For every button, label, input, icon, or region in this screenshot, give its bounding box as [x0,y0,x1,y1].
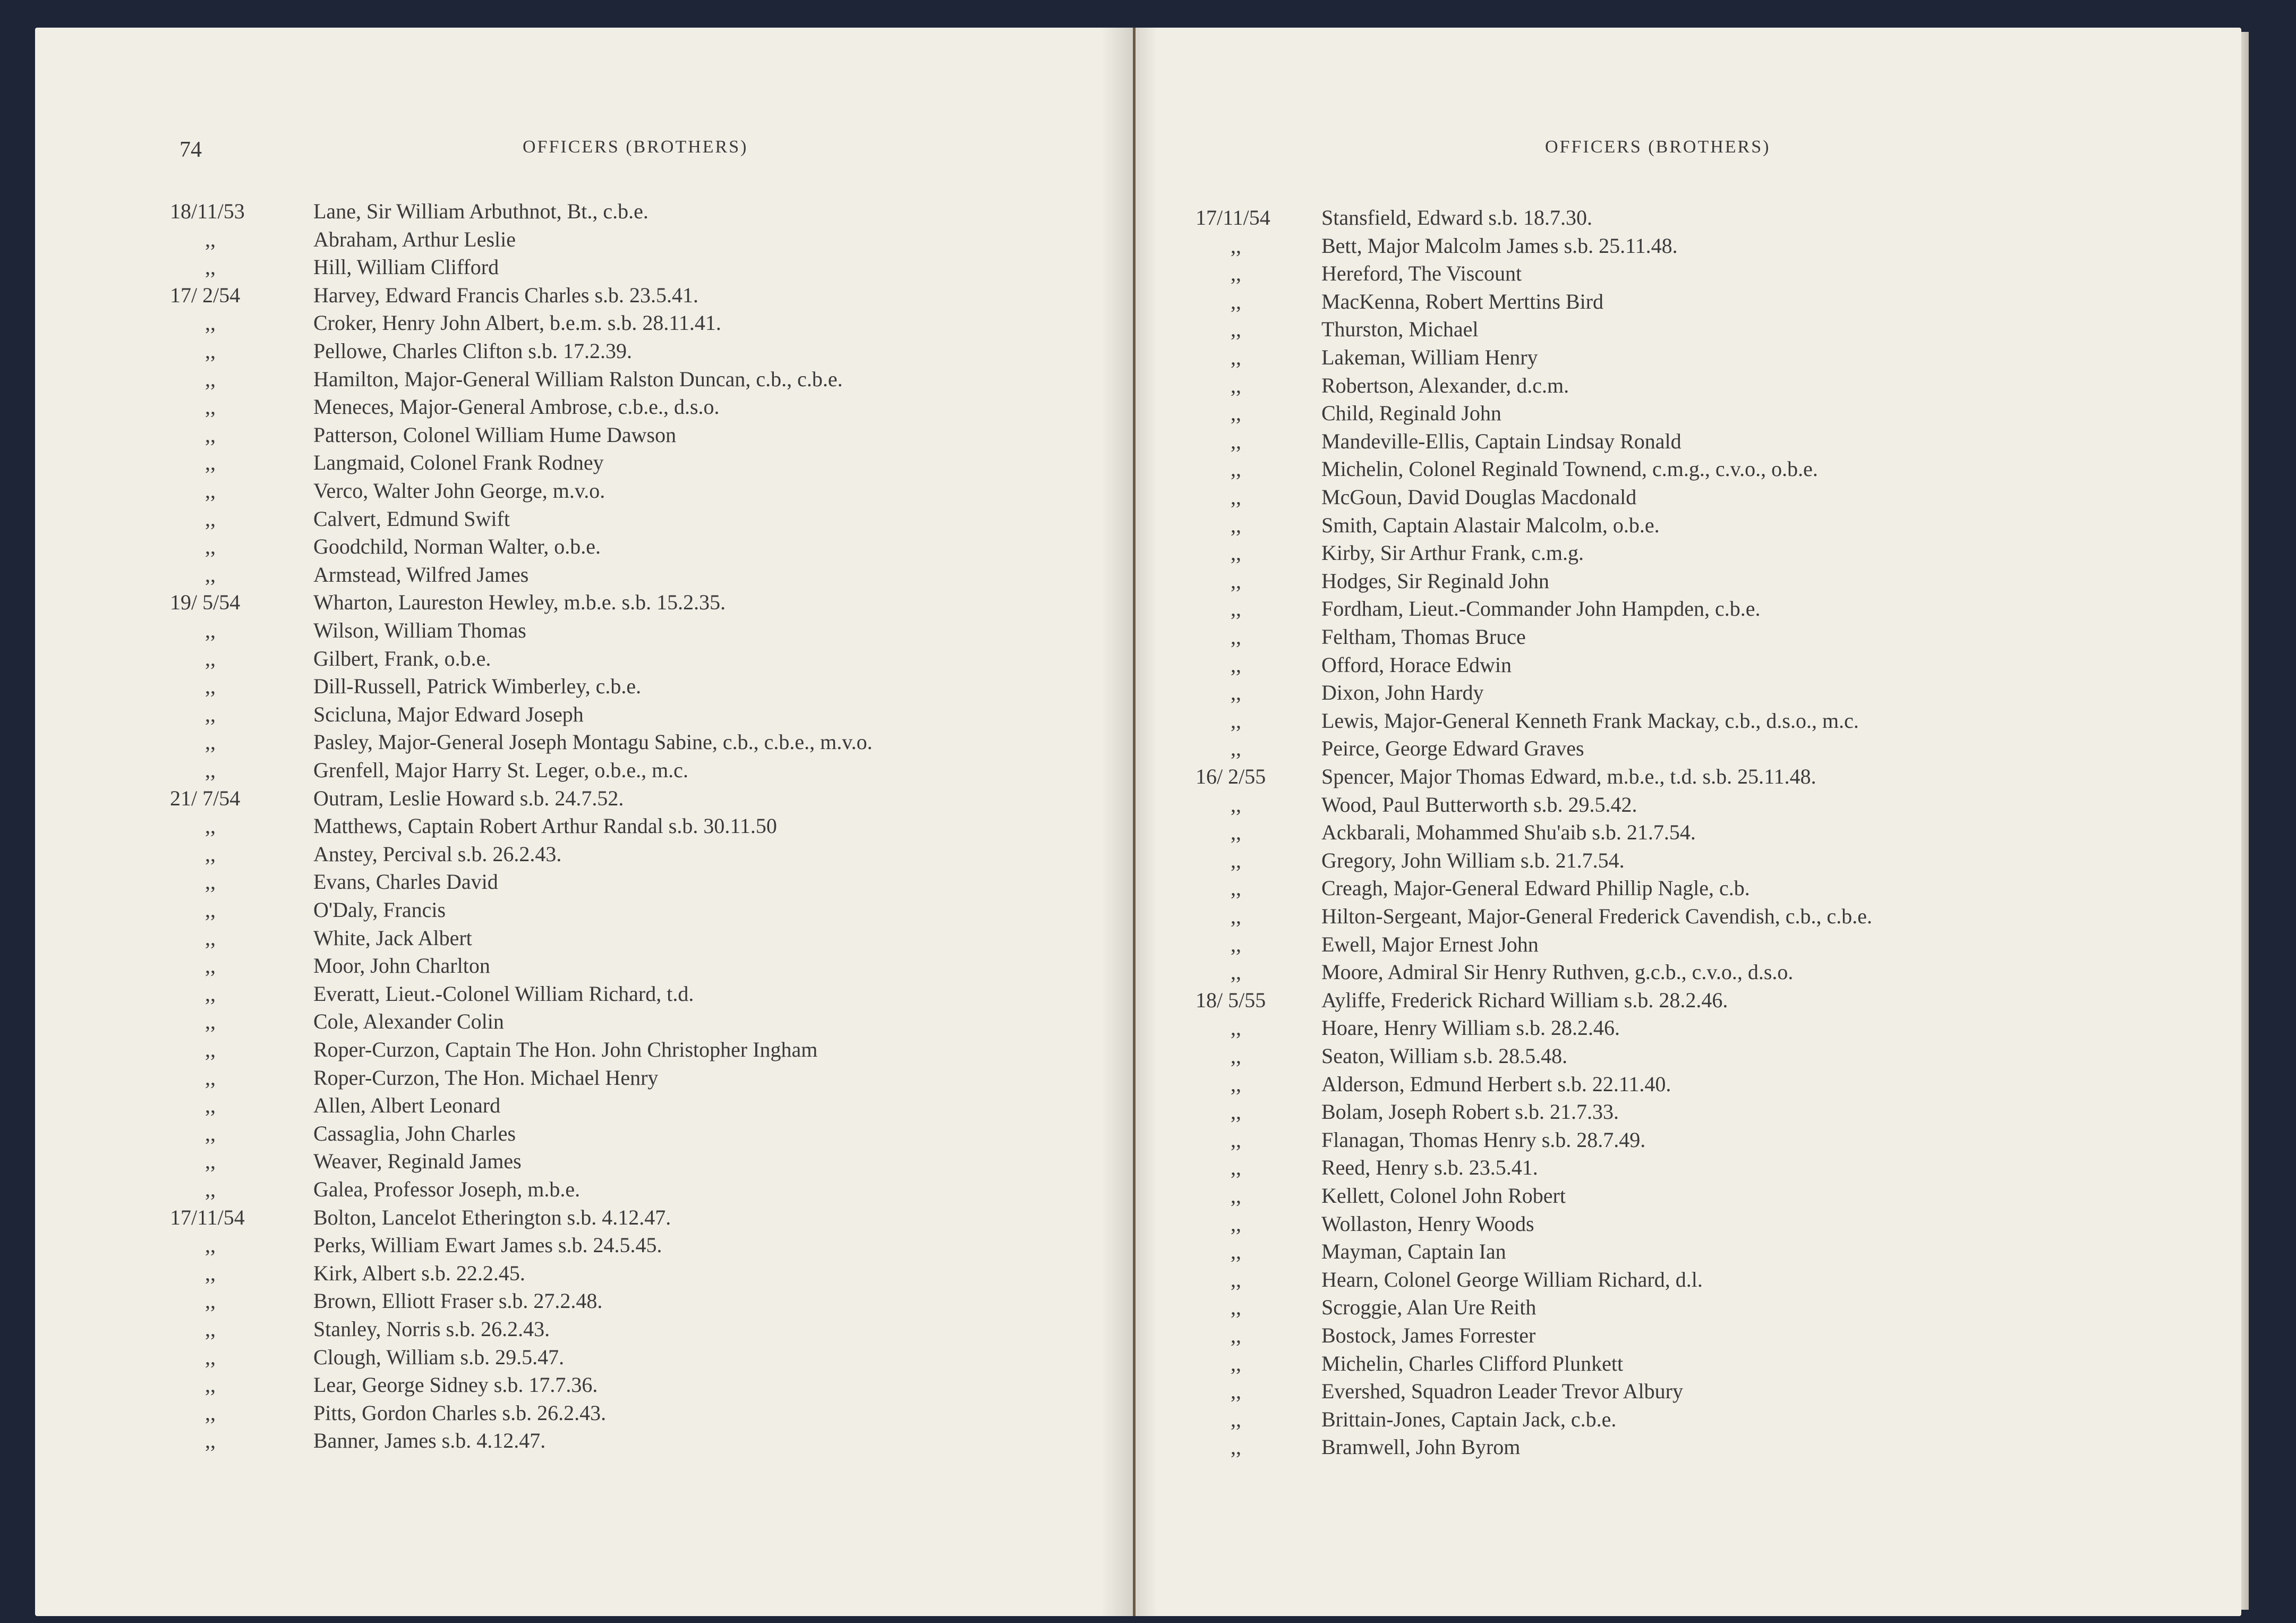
entry-date: ,, [1231,1184,1241,1208]
list-item [1136,232,2241,260]
entry-date: ,, [1231,1211,1241,1236]
list-item [35,980,1133,1008]
entry-name: Wood, Paul Butterworth s.b. 29.5.42. [1321,792,1637,817]
list-item [1136,288,2241,316]
list-item [1136,1350,2241,1378]
entry-name: Stansfield, Edward s.b. 18.7.30. [1321,206,1592,230]
entry-name: Goodchild, Norman Walter, o.b.e. [313,534,601,559]
entry-date: ,, [205,674,216,699]
entry-date: ,, [205,870,216,894]
list-item [35,393,1133,421]
list-item [1136,483,2241,511]
entry-date: ,, [1231,848,1241,872]
list-item [35,1176,1133,1203]
list-item [1136,372,2241,400]
entry-name: Feltham, Thomas Bruce [1321,625,1526,649]
entry-name: Roper-Curzon, The Hon. Michael Henry [313,1065,659,1090]
entry-date: ,, [205,1317,216,1341]
list-item [1136,1406,2241,1433]
entry-date: ,, [1231,429,1241,453]
entry-date: ,, [1231,401,1241,426]
entry-date: ,, [205,1373,216,1397]
entry-date: ,, [1231,568,1241,593]
list-item [35,198,1133,225]
entry-name: Pellowe, Charles Clifton s.b. 17.2.39. [313,339,632,363]
list-item [1136,204,2241,232]
list-item [35,1315,1133,1343]
list-item [35,309,1133,337]
list-item [1136,1294,2241,1321]
list-item [1136,1238,2241,1265]
entry-date: ,, [1231,233,1241,258]
entry-date: ,, [1231,1379,1241,1404]
entry-date: ,, [205,1429,216,1453]
list-item [35,1148,1133,1175]
entry-name: Evershed, Squadron Leader Trevor Albury [1321,1379,1683,1404]
entry-name: Lane, Sir William Arbuthnot, Bt., c.b.e. [313,199,648,223]
entry-name: Bett, Major Malcolm James s.b. 25.11.48. [1321,233,1678,258]
entry-name: Scroggie, Alan Ure Reith [1321,1295,1537,1320]
list-item [35,952,1133,980]
running-head: OFFICERS (BROTHERS) [523,137,748,157]
list-item [1136,874,2241,902]
entry-name: Lewis, Major-General Kenneth Frank Mackay, c.b., d.s.o., m.c. [1321,708,1859,733]
entry-date: ,, [1231,1295,1241,1320]
list-item [35,282,1133,309]
entry-name: Weaver, Reginald James [313,1149,522,1174]
list-item [1136,1126,2241,1154]
entry-name: Dill-Russell, Patrick Wimberley, c.b.e. [313,674,642,699]
entry-date: ,, [1231,1016,1241,1040]
entry-name: Peirce, George Edward Graves [1321,736,1584,761]
page-number: 74 [180,138,202,162]
list-item [35,1287,1133,1315]
list-item [1136,1433,2241,1461]
list-item [35,366,1133,393]
entry-name: Ackbarali, Mohammed Shu'aib s.b. 21.7.54. [1321,820,1696,845]
list-item [1136,707,2241,735]
list-item [35,1371,1133,1399]
entry-date: ,, [1231,1323,1241,1347]
list-item [35,1036,1133,1064]
entry-date: ,, [205,814,216,838]
entry-name: Calvert, Edmund Swift [313,506,510,531]
entry-name: Kellett, Colonel John Robert [1321,1184,1566,1208]
list-item [1136,539,2241,567]
entry-date: 17/ 2/54 [170,283,241,307]
list-item [1136,344,2241,371]
entry-name: Hamilton, Major-General William Ralston Duncan, c.b., c.b.e. [313,367,843,391]
entry-name: Bolton, Lancelot Etherington s.b. 4.12.47. [313,1205,671,1229]
list-item [1136,455,2241,483]
list-item [1136,651,2241,679]
list-item [1136,763,2241,791]
entry-date: ,, [1231,1155,1241,1180]
entry-date: ,, [1231,1044,1241,1068]
entry-name: Meneces, Major-General Ambrose, c.b.e., d.s.o. [313,395,720,419]
list-item [35,1120,1133,1148]
entry-date: ,, [1231,1351,1241,1375]
entry-date: ,, [1231,1407,1241,1431]
entry-date: ,, [1231,708,1241,733]
entry-date: ,, [1231,1435,1241,1459]
entry-name: Allen, Albert Leonard [313,1093,501,1118]
entry-date: ,, [205,758,216,782]
entry-name: Perks, William Ewart James s.b. 24.5.45. [313,1233,662,1257]
entry-name: Langmaid, Colonel Frank Rodney [313,451,604,475]
entry-date: ,, [205,1289,216,1313]
running-head: OFFICERS (BROTHERS) [1545,137,1771,157]
list-item [1136,1210,2241,1238]
list-item [1136,791,2241,819]
entry-list [1136,28,2241,1616]
entry-date: ,, [1231,597,1241,621]
entry-date: 16/ 2/55 [1196,764,1266,788]
list-item [35,1427,1133,1455]
list-item [1136,1098,2241,1126]
entry-date: ,, [205,479,216,503]
list-item [1136,512,2241,539]
entry-name: Lakeman, William Henry [1321,345,1538,369]
entry-date: 17/11/54 [170,1205,245,1229]
entry-name: Scicluna, Major Edward Joseph [313,702,584,726]
entry-date: ,, [205,954,216,978]
entry-date: ,, [1231,289,1241,313]
list-item [35,533,1133,560]
entry-date: ,, [205,702,216,726]
entry-name: Robertson, Alexander, d.c.m. [1321,373,1569,397]
entry-date: ,, [205,395,216,419]
entry-date: ,, [205,842,216,866]
entry-date: ,, [1231,681,1241,705]
entry-name: Mayman, Captain Ian [1321,1239,1506,1264]
entry-date: ,, [205,981,216,1006]
list-item [1136,1042,2241,1070]
entry-date: ,, [205,255,216,279]
list-item [1136,400,2241,427]
entry-date: ,, [1231,1239,1241,1264]
entry-date: 19/ 5/54 [170,590,241,615]
entry-name: Hodges, Sir Reginald John [1321,568,1549,593]
entry-date: 17/11/54 [1196,206,1270,230]
entry-name: Brittain-Jones, Captain Jack, c.b.e. [1321,1407,1617,1431]
entry-date: ,, [1231,261,1241,286]
list-item [35,1399,1133,1427]
entry-name: Moor, John Charlton [313,954,490,978]
entry-date: ,, [1231,960,1241,984]
entry-name: Moore, Admiral Sir Henry Ruthven, g.c.b., c.v.o., d.s.o. [1321,960,1794,984]
entry-date: ,, [205,339,216,363]
list-item [1136,1154,2241,1182]
entry-name: McGoun, David Douglas Macdonald [1321,485,1637,509]
right-page [1136,28,2241,1616]
entry-name: Ewell, Major Ernest John [1321,932,1539,956]
list-item [35,617,1133,644]
list-item [35,253,1133,281]
entry-date: ,, [205,646,216,670]
entry-name: Wharton, Laureston Hewley, m.b.e. s.b. 15.2.35. [313,590,726,615]
list-item [35,1344,1133,1371]
entry-date: ,, [205,925,216,950]
list-item [35,868,1133,896]
entry-name: Michelin, Colonel Reginald Townend, c.m.g., c.v.o., o.b.e. [1321,457,1818,481]
entry-date: ,, [205,562,216,587]
entry-name: Clough, William s.b. 29.5.47. [313,1345,565,1369]
entry-name: Cassaglia, John Charles [313,1121,516,1145]
entry-date: ,, [205,534,216,559]
entry-name: Thurston, Michael [1321,317,1479,342]
entry-name: Hoare, Henry William s.b. 28.2.46. [1321,1016,1620,1040]
list-item [1136,847,2241,874]
list-item [1136,679,2241,707]
entry-name: Reed, Henry s.b. 23.5.41. [1321,1155,1538,1180]
list-item [1136,1070,2241,1098]
entry-name: Galea, Professor Joseph, m.b.e. [313,1177,581,1201]
entry-name: Flanagan, Thomas Henry s.b. 28.7.49. [1321,1127,1646,1152]
entry-date: ,, [1231,932,1241,956]
list-item [35,757,1133,784]
entry-date: ,, [1231,876,1241,900]
entry-name: Bostock, James Forrester [1321,1323,1536,1347]
list-item [1136,623,2241,651]
entry-date: ,, [1231,1267,1241,1291]
entry-date: 18/11/53 [170,199,245,223]
entry-name: Ayliffe, Frederick Richard William s.b. 28.2.46. [1321,988,1728,1012]
entry-name: Child, Reginald John [1321,401,1501,426]
list-item [1136,595,2241,623]
entry-date: ,, [1231,820,1241,845]
entry-name: Verco, Walter John George, m.v.o. [313,479,605,503]
list-item [35,1008,1133,1035]
entry-date: ,, [1231,373,1241,397]
entry-name: Wollaston, Henry Woods [1321,1211,1534,1236]
list-item [1136,1014,2241,1042]
entry-date: ,, [1231,541,1241,565]
entry-name: White, Jack Albert [313,925,472,950]
entry-date: ,, [205,730,216,754]
entry-name: Smith, Captain Alastair Malcolm, o.b.e. [1321,513,1660,537]
entry-name: Everatt, Lieut.-Colonel William Richard, t.d. [313,981,694,1006]
list-item [35,1064,1133,1092]
list-item [35,589,1133,616]
entry-date: ,, [205,1121,216,1145]
list-item [35,812,1133,840]
entry-name: Gilbert, Frank, o.b.e. [313,646,491,670]
entry-name: Matthews, Captain Robert Arthur Randal s.b. 30.11.50 [313,814,777,838]
entry-name: Grenfell, Major Harry St. Leger, o.b.e., m.c. [313,758,688,782]
entry-name: Evans, Charles David [313,870,498,894]
entry-date: ,, [205,311,216,335]
list-item [35,1204,1133,1231]
list-item [1136,567,2241,595]
entry-name: MacKenna, Robert Merttins Bird [1321,289,1603,313]
entry-date: ,, [205,1065,216,1090]
entry-date: ,, [205,506,216,531]
list-item [35,477,1133,505]
entry-date: ,, [205,898,216,922]
list-item [35,449,1133,477]
list-item [1136,316,2241,343]
entry-name: Spencer, Major Thomas Edward, m.b.e., t.d. s.b. 25.11.48. [1321,764,1816,788]
list-item [35,226,1133,253]
entry-date: ,, [205,1233,216,1257]
list-item [35,1260,1133,1287]
entry-name: Outram, Leslie Howard s.b. 24.7.52. [313,786,624,810]
entry-name: Gregory, John William s.b. 21.7.54. [1321,848,1625,872]
entry-date: ,, [205,1093,216,1118]
list-item [35,840,1133,868]
entry-date: ,, [1231,1127,1241,1152]
entry-name: Hearn, Colonel George William Richard, d.l. [1321,1267,1703,1291]
list-item [35,701,1133,728]
list-item [35,924,1133,952]
entry-name: Bramwell, John Byrom [1321,1435,1521,1459]
entry-date: ,, [1231,485,1241,509]
entry-date: ,, [205,422,216,447]
list-item [1136,1182,2241,1210]
entry-date: ,, [1231,736,1241,761]
entry-date: ,, [1231,904,1241,928]
list-item [1136,428,2241,455]
entry-name: Lear, George Sidney s.b. 17.7.36. [313,1373,598,1397]
list-item [35,1231,1133,1259]
entry-date: ,, [205,1038,216,1061]
entry-name: Fordham, Lieut.-Commander John Hampden, c.b.e. [1321,597,1761,621]
entry-date: ,, [205,227,216,251]
list-item [35,561,1133,589]
entry-name: Mandeville-Ellis, Captain Lindsay Ronald [1321,429,1682,453]
entry-name: Pasley, Major-General Joseph Montagu Sabine, c.b., c.b.e., m.v.o. [313,730,873,754]
list-item [35,728,1133,756]
entry-name: Harvey, Edward Francis Charles s.b. 23.5.41. [313,283,699,307]
entry-name: Seaton, William s.b. 28.5.48. [1321,1044,1568,1068]
list-item [35,1092,1133,1119]
entry-name: O'Daly, Francis [313,898,446,922]
list-item [1136,1322,2241,1349]
list-item [35,896,1133,924]
entry-name: Abraham, Arthur Leslie [313,227,516,251]
list-item [1136,819,2241,846]
page-edge [2241,32,2249,1610]
entry-name: Kirby, Sir Arthur Frank, c.m.g. [1321,541,1584,565]
entry-name: Roper-Curzon, Captain The Hon. John Christopher Ingham [313,1038,818,1061]
entry-name: Dixon, John Hardy [1321,681,1484,705]
entry-name: Brown, Elliott Fraser s.b. 27.2.48. [313,1289,603,1313]
entry-date: ,, [205,1177,216,1201]
list-item [1136,260,2241,287]
entry-name: Alderson, Edmund Herbert s.b. 22.11.40. [1321,1072,1671,1096]
entry-name: Bolam, Joseph Robert s.b. 21.7.33. [1321,1100,1619,1124]
entry-name: Banner, James s.b. 4.12.47. [313,1429,546,1453]
entry-name: Creagh, Major-General Edward Phillip Nagle, c.b. [1321,876,1750,900]
entry-name: Croker, Henry John Albert, b.e.m. s.b. 28.11.41. [313,311,721,335]
entry-name: Stanley, Norris s.b. 26.2.43. [313,1317,550,1341]
list-item [1136,1378,2241,1405]
list-item [35,337,1133,365]
list-item [35,673,1133,700]
entry-date: 18/ 5/55 [1196,988,1266,1012]
list-item [35,785,1133,812]
entry-name: Pitts, Gordon Charles s.b. 26.2.43. [313,1400,607,1425]
entry-name: Offord, Horace Edwin [1321,652,1512,677]
entry-name: Hill, William Clifford [313,255,499,279]
entry-date: ,, [1231,792,1241,817]
entry-date: ,, [205,1400,216,1425]
entry-name: Wilson, William Thomas [313,618,526,642]
entry-date: ,, [205,367,216,391]
list-item [1136,987,2241,1014]
entry-date: 21/ 7/54 [170,786,241,810]
entry-date: ,, [1231,1100,1241,1124]
entry-date: ,, [205,451,216,475]
entry-date: ,, [1231,652,1241,677]
entry-date: ,, [1231,513,1241,537]
entry-date: ,, [1231,457,1241,481]
entry-date: ,, [1231,1072,1241,1096]
entry-date: ,, [1231,345,1241,369]
list-item [1136,903,2241,930]
list-item [35,421,1133,449]
entry-name: Hereford, The Viscount [1321,261,1522,286]
list-item [1136,958,2241,986]
list-item [1136,735,2241,762]
entry-date: ,, [205,1009,216,1034]
list-item [35,645,1133,673]
entry-date: ,, [205,1261,216,1285]
entry-name: Michelin, Charles Clifford Plunkett [1321,1351,1624,1375]
list-item [1136,1266,2241,1294]
list-item [1136,931,2241,958]
entry-list [35,28,1133,1616]
entry-name: Anstey, Percival s.b. 26.2.43. [313,842,562,866]
entry-name: Cole, Alexander Colin [313,1009,504,1034]
entry-date: ,, [205,618,216,642]
list-item [35,505,1133,533]
entry-name: Patterson, Colonel William Hume Dawson [313,422,677,447]
entry-name: Armstead, Wilfred James [313,562,529,587]
entry-date: ,, [205,1149,216,1174]
entry-name: Hilton-Sergeant, Major-General Frederick Cavendish, c.b., c.b.e. [1321,904,1873,928]
left-page [35,28,1133,1616]
entry-name: Kirk, Albert s.b. 22.2.45. [313,1261,525,1285]
entry-date: ,, [205,1345,216,1369]
entry-date: ,, [1231,625,1241,649]
entry-date: ,, [1231,317,1241,342]
